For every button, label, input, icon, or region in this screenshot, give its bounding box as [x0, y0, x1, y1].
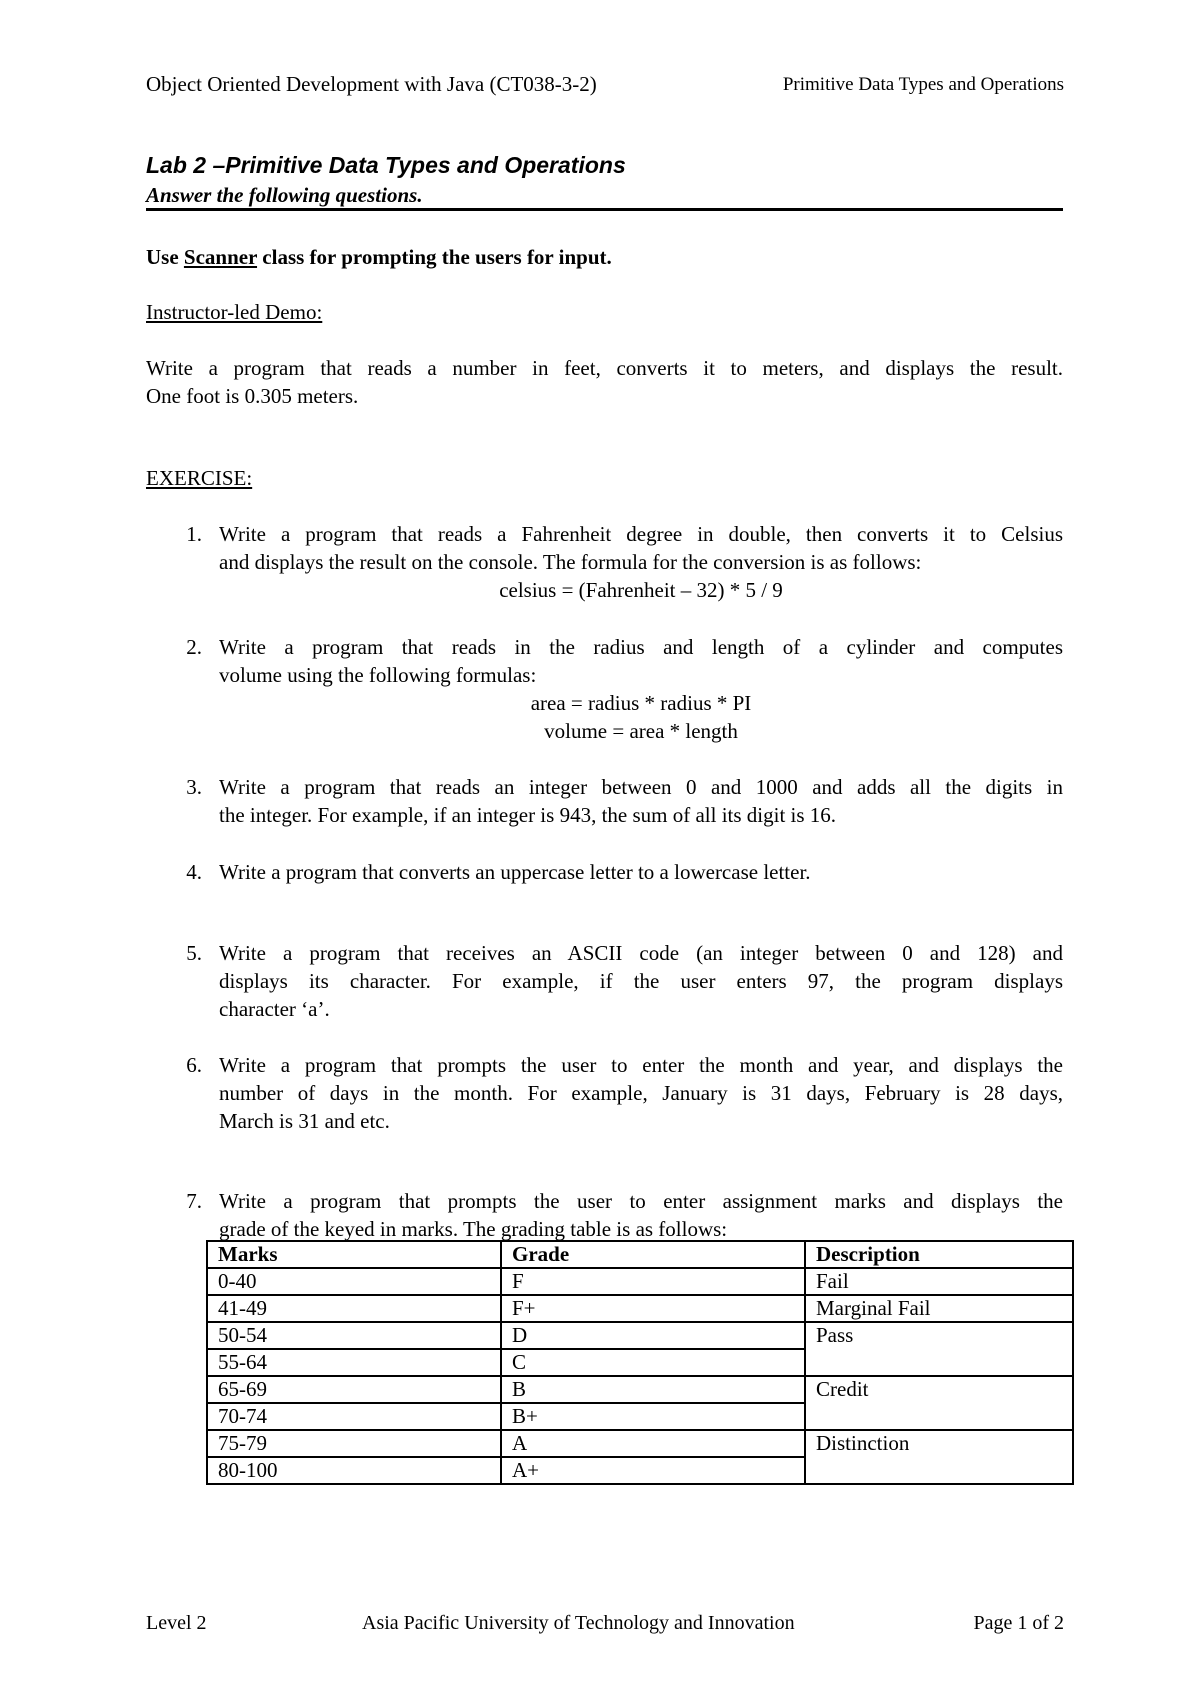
grading-table: [206, 1240, 1074, 1485]
item-number: 5.: [186, 941, 202, 965]
table-header-row: [207, 1241, 1073, 1268]
list-item-line: Write a program that prompts the user to enter the month and year, and displays the: [219, 1053, 1063, 1077]
instruction-scanner: Scanner: [183, 245, 258, 269]
footer-level: Level 2: [146, 1612, 207, 1634]
formula: area = radius * radius * PI: [530, 691, 752, 715]
list-item-line: number of days in the month. For example, January is 31 days, February is 28 days,: [219, 1081, 1063, 1105]
marks-cell: 0-40: [207, 1268, 501, 1295]
list-item-line: Write a program that converts an uppercase letter to a lowercase letter.: [219, 860, 811, 884]
header-grade: Grade: [501, 1241, 805, 1268]
list-item-line: the integer. For example, if an integer is 943, the sum of all its digit is 16.: [219, 803, 837, 827]
description-cell: Pass: [805, 1322, 1073, 1376]
table-row: [207, 1295, 1073, 1322]
header-description: Description: [805, 1241, 1073, 1268]
list-item-line: character ‘a’.: [219, 997, 330, 1021]
list-item-line: Write a program that receives an ASCII code (an integer between 0 and 128) and: [219, 941, 1063, 965]
lab-subtitle: Answer the following questions.: [146, 183, 423, 207]
header-marks: Marks: [207, 1241, 501, 1268]
instruction-rest: class for prompting the users for input.: [257, 245, 612, 269]
footer-university: Asia Pacific University of Technology and Innovation: [362, 1612, 795, 1634]
grade-cell: B: [501, 1376, 805, 1403]
marks-cell: 80-100: [207, 1457, 501, 1484]
table-row: [207, 1268, 1073, 1295]
marks-cell: 65-69: [207, 1376, 501, 1403]
marks-cell: 70-74: [207, 1403, 501, 1430]
item-number: 4.: [186, 860, 202, 884]
scanner-instruction: [146, 245, 1063, 270]
list-item-line: Write a program that reads an integer between 0 and 1000 and adds all the digits in: [219, 775, 1063, 799]
item-number: 2.: [186, 635, 202, 659]
grade-cell: A+: [501, 1457, 805, 1484]
description-cell: Distinction: [805, 1430, 1073, 1484]
grade-cell: B+: [501, 1403, 805, 1430]
list-item-line: and displays the result on the console. The formula for the conversion is as follows:: [219, 550, 922, 574]
formula: volume = area * length: [544, 719, 738, 743]
item-number: 3.: [186, 775, 202, 799]
marks-cell: 50-54: [207, 1322, 501, 1349]
header-topic: Primitive Data Types and Operations: [782, 74, 1064, 95]
grade-cell: F: [501, 1268, 805, 1295]
list-item-line: displays its character. For example, if the user enters 97, the program displays: [219, 969, 1063, 993]
list-item-line: volume using the following formulas:: [219, 663, 537, 687]
demo-heading: Instructor-led Demo:: [146, 300, 323, 324]
item-number: 1.: [186, 522, 202, 546]
grade-cell: D: [501, 1322, 805, 1349]
description-cell: Credit: [805, 1376, 1073, 1430]
table-row: [207, 1376, 1073, 1403]
list-item-line: Write a program that reads a Fahrenheit degree in double, then converts it to Celsius: [219, 522, 1063, 546]
list-item-line: grade of the keyed in marks. The grading table is as follows:: [219, 1217, 728, 1241]
demo-line-2: One foot is 0.305 meters.: [146, 384, 359, 408]
list-item-line: Write a program that reads in the radius and length of a cylinder and computes: [219, 635, 1063, 659]
marks-cell: 41-49: [207, 1295, 501, 1322]
header-course-title: Object Oriented Development with Java (CT038-3-2): [146, 72, 597, 96]
lab-title: Lab 2 –Primitive Data Types and Operations: [146, 152, 626, 178]
list-item-line: Write a program that prompts the user to enter assignment marks and displays the: [219, 1189, 1063, 1213]
marks-cell: 55-64: [207, 1349, 501, 1376]
grade-cell: F+: [501, 1295, 805, 1322]
exercise-heading: EXERCISE:: [146, 466, 253, 490]
item-number: 6.: [186, 1053, 202, 1077]
table-row: [207, 1322, 1073, 1349]
instruction-use: Use: [146, 245, 184, 269]
grade-cell: C: [501, 1349, 805, 1376]
description-cell: Fail: [805, 1268, 1073, 1295]
item-number: 7.: [186, 1189, 202, 1213]
list-item-line: March is 31 and etc.: [219, 1109, 390, 1133]
description-cell: Marginal Fail: [805, 1295, 1073, 1322]
title-divider: [146, 208, 1063, 211]
demo-line-1: Write a program that reads a number in feet, converts it to meters, and displays the result.: [146, 356, 1063, 380]
footer-page-number: Page 1 of 2: [973, 1612, 1064, 1634]
marks-cell: 75-79: [207, 1430, 501, 1457]
grade-cell: A: [501, 1430, 805, 1457]
table-row: [207, 1430, 1073, 1457]
formula: celsius = (Fahrenheit – 32) * 5 / 9: [499, 578, 783, 602]
